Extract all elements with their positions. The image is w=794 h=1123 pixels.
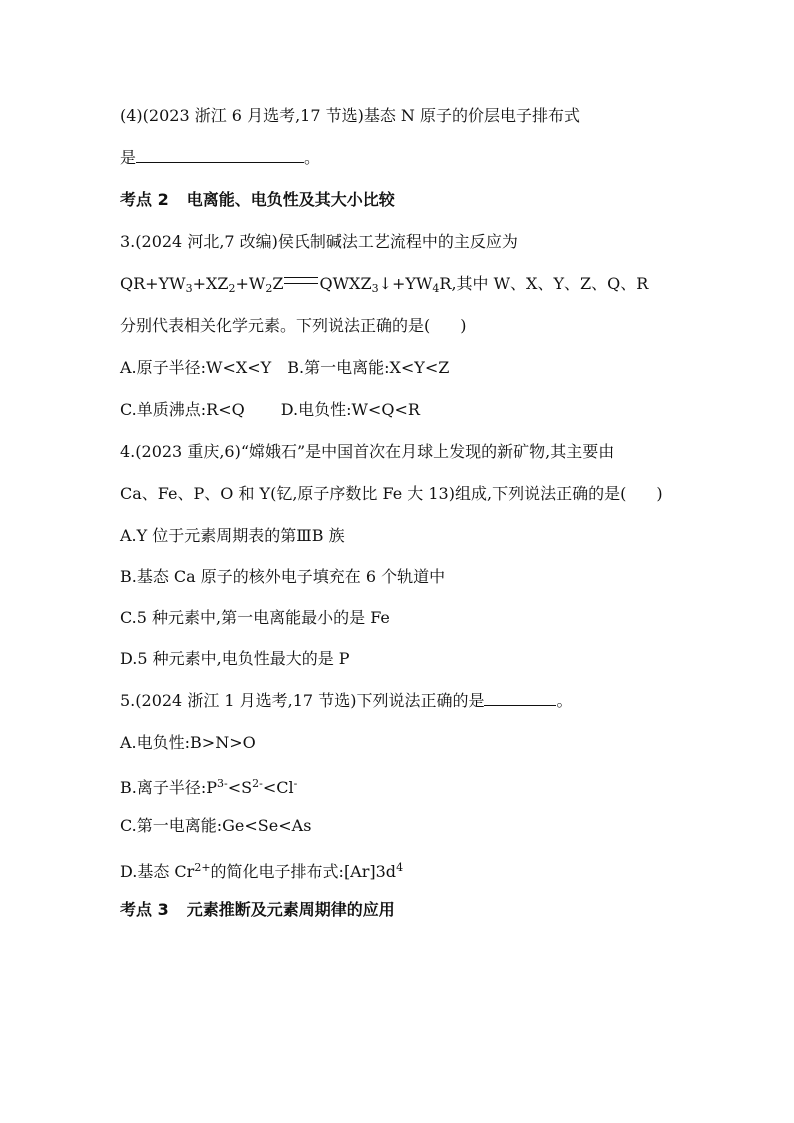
opt-part: D.基态 Cr [120, 862, 195, 881]
section-label: 考点 3 [120, 900, 169, 919]
eq-part: R,其中 W、X、Y、Z、Q、R [439, 274, 649, 293]
equals-sign [284, 277, 318, 284]
q4-sub-suffix: 。 [304, 148, 321, 167]
opt-sup: - [293, 777, 298, 790]
eq-sub: 2 [265, 282, 273, 295]
eq-part: ↓+YW [378, 274, 433, 293]
eq-sub: 3 [371, 282, 379, 295]
opt-part: <Cl [262, 778, 294, 797]
option-d[interactable]: D.电负性:W<Q<R [280, 400, 420, 419]
q5-stem-end: 。 [556, 691, 573, 710]
q4-sub-line2 [120, 147, 320, 169]
option-c[interactable]: C.单质沸点:R<Q [120, 400, 245, 419]
section-title: 元素推断及元素周期律的应用 [186, 900, 395, 919]
eq-part: QWXZ [319, 274, 372, 293]
option-a[interactable]: A.Y 位于元素周期表的第ⅢB 族 [120, 526, 345, 545]
q3-options-cd [120, 399, 420, 421]
opt-sup: 3- [217, 777, 228, 790]
option-c[interactable]: C.5 种元素中,第一电离能最小的是 Fe [120, 608, 390, 627]
q4-sub-line1: (4)(2023 浙江 6 月选考,17 节选)基态 N 原子的价层电子排布式 [120, 106, 581, 125]
q4-sub-prefix: 是 [120, 148, 137, 167]
opt-part: <S [227, 778, 253, 797]
opt-part: 的简化电子排布式:[Ar]3d [210, 862, 397, 881]
opt-part: B.离子半径:P [120, 778, 218, 797]
q3-options-ab [120, 357, 449, 379]
section-title: 电离能、电负性及其大小比较 [186, 190, 395, 209]
q3-line3-text: 分别代表相关化学元素。下列说法正确的是( [120, 316, 431, 335]
q5-stem-text: 5.(2024 浙江 1 月选考,17 节选)下列说法正确的是 [120, 691, 485, 710]
section-heading-2 [120, 189, 395, 211]
opt-sup: 2- [252, 777, 263, 790]
q4-line2 [120, 483, 663, 505]
eq-part: +W [235, 274, 266, 293]
answer-blank[interactable] [484, 691, 556, 706]
q3-stem: 3.(2024 河北,7 改编)侯氏制碱法工艺流程中的主反应为 [120, 232, 518, 251]
eq-part: Z [272, 274, 284, 293]
eq-part: QR+YW [120, 274, 186, 293]
q4-paren-close: ) [656, 484, 663, 503]
q5-stem [120, 690, 572, 712]
option-a[interactable]: A.原子半径:W<X<Y [120, 358, 272, 377]
option-b[interactable]: B.第一电离能:X<Y<Z [287, 358, 450, 377]
option-d[interactable] [120, 857, 403, 883]
option-a[interactable]: A.电负性:B>N>O [120, 733, 256, 752]
q4-line2-text: Ca、Fe、P、O 和 Y(钇,原子序数比 Fe 大 13)组成,下列说法正确的是( [120, 484, 627, 503]
option-b[interactable]: B.基态 Ca 原子的核外电子填充在 6 个轨道中 [120, 567, 446, 586]
option-d[interactable]: D.5 种元素中,电负性最大的是 P [120, 649, 350, 668]
eq-part: +XZ [192, 274, 229, 293]
option-c[interactable]: C.第一电离能:Ge<Se<As [120, 816, 312, 835]
q3-paren-close: ) [460, 316, 467, 335]
q3-equation [120, 273, 648, 300]
section-label: 考点 2 [120, 190, 169, 209]
option-b[interactable] [120, 773, 297, 799]
eq-sub: 2 [228, 282, 236, 295]
opt-sup: 4 [396, 861, 404, 874]
q4-stem: 4.(2023 重庆,6)“嫦娥石”是中国首次在月球上发现的新矿物,其主要由 [120, 442, 615, 461]
answer-blank[interactable] [136, 148, 304, 163]
q3-line3 [120, 315, 467, 337]
eq-sub: 3 [185, 282, 193, 295]
opt-sup: 2+ [194, 861, 211, 874]
section-heading-3 [120, 899, 395, 921]
eq-sub: 4 [432, 282, 440, 295]
